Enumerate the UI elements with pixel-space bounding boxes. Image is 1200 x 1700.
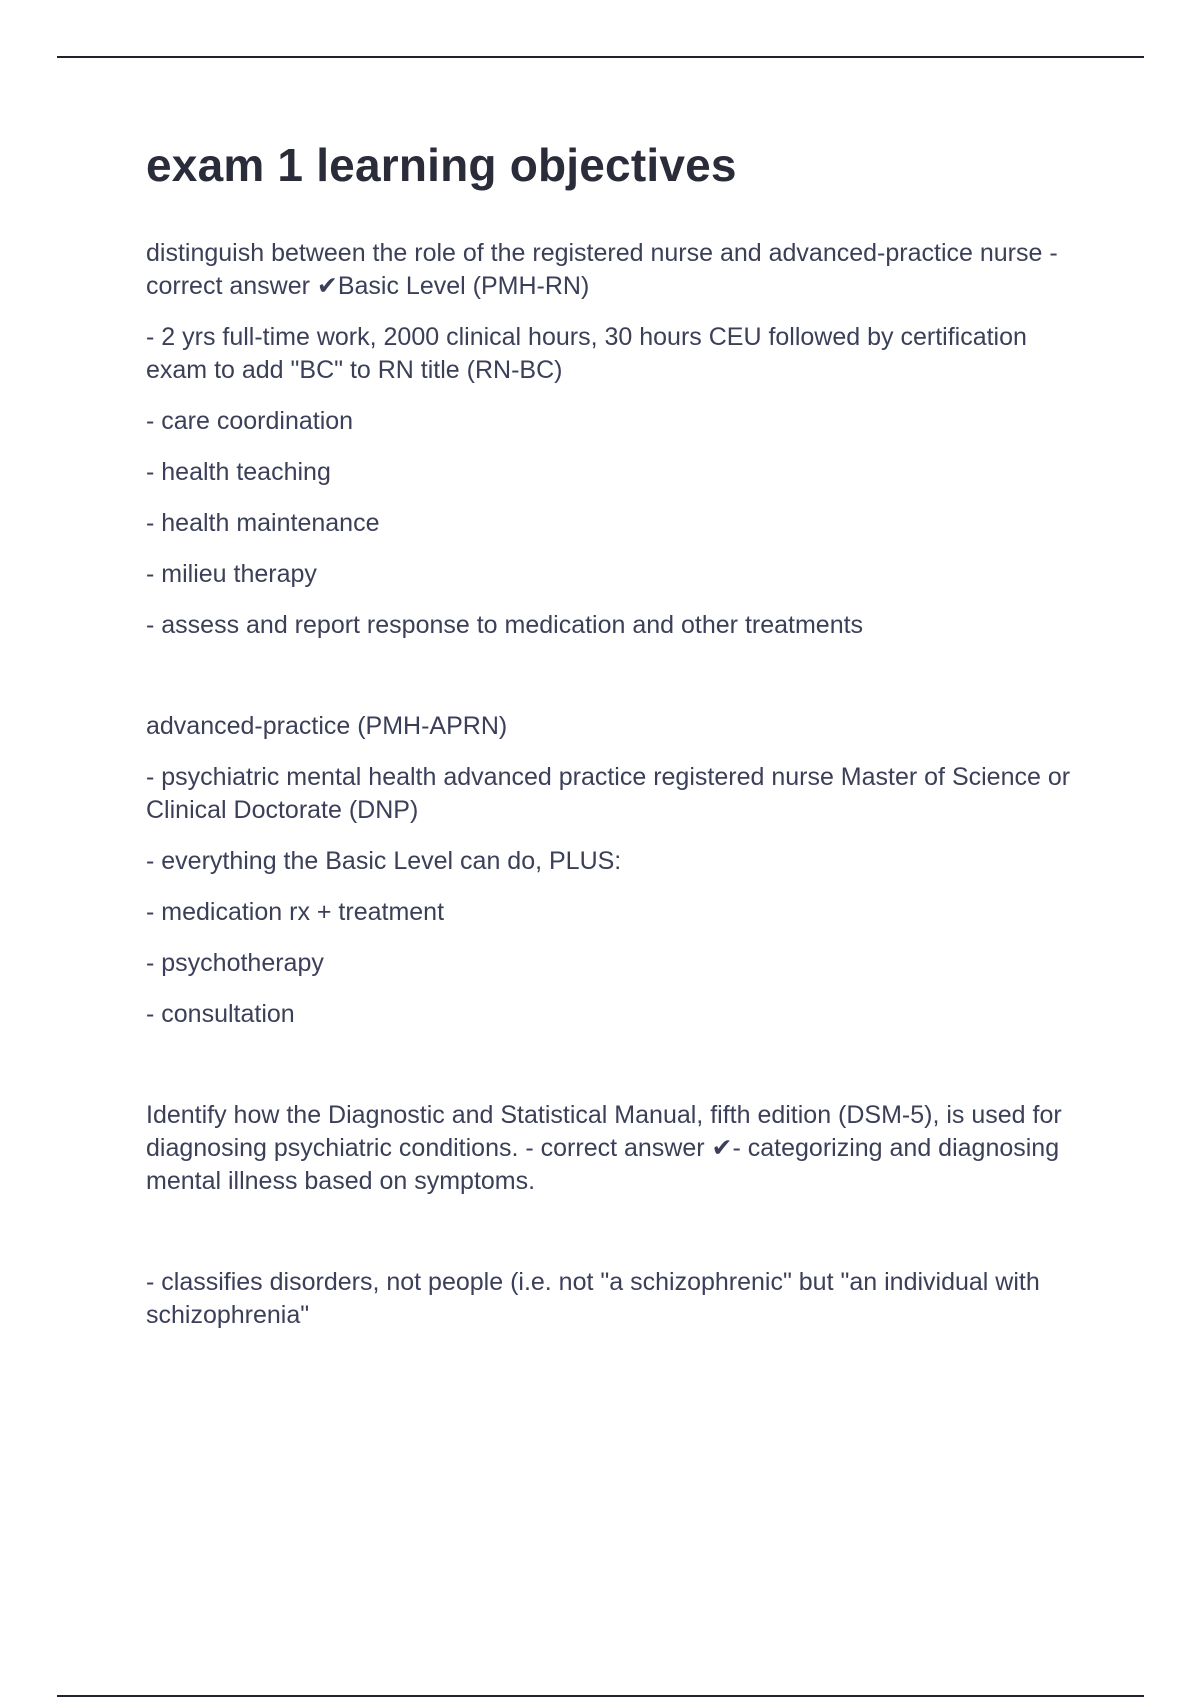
answer-line: - care coordination [146, 407, 354, 436]
answer-line: - health maintenance [146, 509, 380, 538]
document-body [146, 138, 1086, 1350]
answer-line: - medication rx + treatment [146, 898, 445, 927]
question-1-text [146, 237, 1086, 303]
answer-line: - 2 yrs full-time work, 2000 clinical hours, 30 hours CEU followed by certification exam to add "BC" to RN title (RN-BC) [146, 323, 1027, 385]
spacer [146, 1049, 1086, 1099]
top-rule [57, 56, 1144, 58]
question-2-text [146, 1099, 1086, 1198]
answer-line: - psychotherapy [146, 949, 324, 978]
answer-line: - psychiatric mental health advanced practice registered nurse Master of Science or Clinical Doctorate (DNP) [146, 763, 1071, 825]
question-2-prompt: Identify how the Diagnostic and Statistical Manual, fifth edition (DSM-5), is used for diagnosing psychiatric conditions. - correct answer [146, 1101, 1062, 1163]
spacer [146, 660, 1086, 710]
question-1 [146, 237, 1086, 1332]
page-title: exam 1 learning objectives [146, 139, 737, 191]
answer-line: - assess and report response to medication and other treatments [146, 611, 864, 640]
bottom-rule [57, 1695, 1144, 1697]
answer-2-start: - categorizing and diagnosing mental illness based on symptoms. [146, 1134, 1060, 1196]
spacer [146, 1216, 1086, 1266]
answer-line: - consultation [146, 1000, 295, 1029]
advanced-heading: advanced-practice (PMH-APRN) [146, 712, 508, 741]
answer-line: - classifies disorders, not people (i.e. not "a schizophrenic" but "an individual with schizophrenia" [146, 1268, 1040, 1330]
answer-line: - health teaching [146, 458, 331, 487]
answer-line: - everything the Basic Level can do, PLUS: [146, 847, 622, 876]
checkmark-icon: ✔ [711, 1134, 733, 1163]
checkmark-icon: ✔ [316, 272, 338, 301]
answer-1-start: Basic Level (PMH-RN) [337, 272, 590, 301]
answer-line: - milieu therapy [146, 560, 317, 589]
question-1-prompt: distinguish between the role of the registered nurse and advanced-practice nurse - correct answer [146, 239, 1058, 301]
